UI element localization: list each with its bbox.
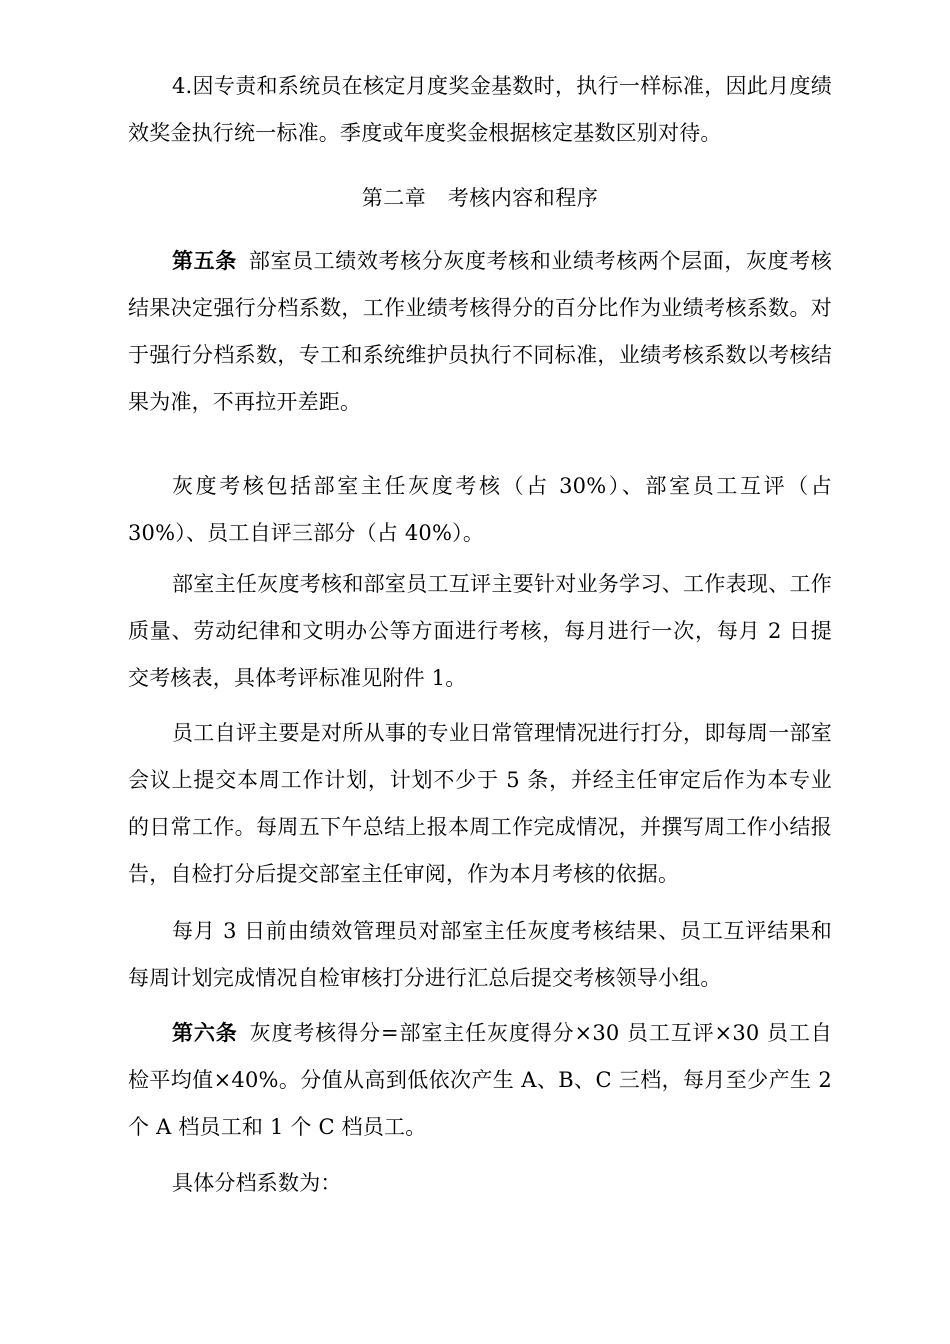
paragraph-coefficient-intro: 具体分档系数为： xyxy=(172,1171,342,1195)
article-six-paragraph xyxy=(128,1010,832,1151)
paragraph-bonus-standard: 4.因专责和系统员在核定月度奖金基数时，执行一样标准，因此月度绩效奖金执行统一标准。季度或年度奖金根据核定基数区别对待。 xyxy=(128,74,832,145)
paragraph-summary: 每月 3 日前由绩效管理员对部室主任灰度考核结果、员工互评结果和每周计划完成情况自检审核打分进行汇总后提交考核领导小组。 xyxy=(128,919,832,990)
article-six-text: 灰度考核得分=部室主任灰度得分×30 员工互评×30 员工自检平均值×40%。分值从高到低依次产生 A、B、C 三档，每月至少产生 2 个 A 档员工和 1 个 C 档员工。 xyxy=(128,1021,832,1139)
article-six-label: 第六条 xyxy=(172,1021,238,1045)
paragraph-gray-components: 灰度考核包括部室主任灰度考核（占 30%）、部室员工互评（占 30%）、员工自评三部分（占 40%）。 xyxy=(128,474,832,545)
paragraph-self-review: 员工自评主要是对所从事的专业日常管理情况进行打分，即每周一部室会议上提交本周工作计划，计划不少于 5 条，并经主任审定后作为本专业的日常工作。每周五下午总结上报本周工作完成情况，并撰写周工作小结报告，自检打分后提交部室主任审阅，作为本月考核的依据。 xyxy=(128,721,832,886)
article-five-paragraph xyxy=(128,238,832,426)
article-five-label: 第五条 xyxy=(172,249,237,273)
article-five-text: 部室员工绩效考核分灰度考核和业绩考核两个层面，灰度考核结果决定强行分档系数，工作业绩考核得分的百分比作为业绩考核系数。对于强行分档系数，专工和系统维护员执行不同标准，业绩考核系数以考核结果为准，不再拉开差距。 xyxy=(128,249,832,414)
chapter-heading: 第二章 考核内容和程序 xyxy=(361,186,599,210)
paragraph-director-review: 部室主任灰度考核和部室员工互评主要针对业务学习、工作表现、工作质量、劳动纪律和文明办公等方面进行考核，每月进行一次，每月 2 日提交考核表，具体考评标准见附件 1。 xyxy=(128,572,832,690)
